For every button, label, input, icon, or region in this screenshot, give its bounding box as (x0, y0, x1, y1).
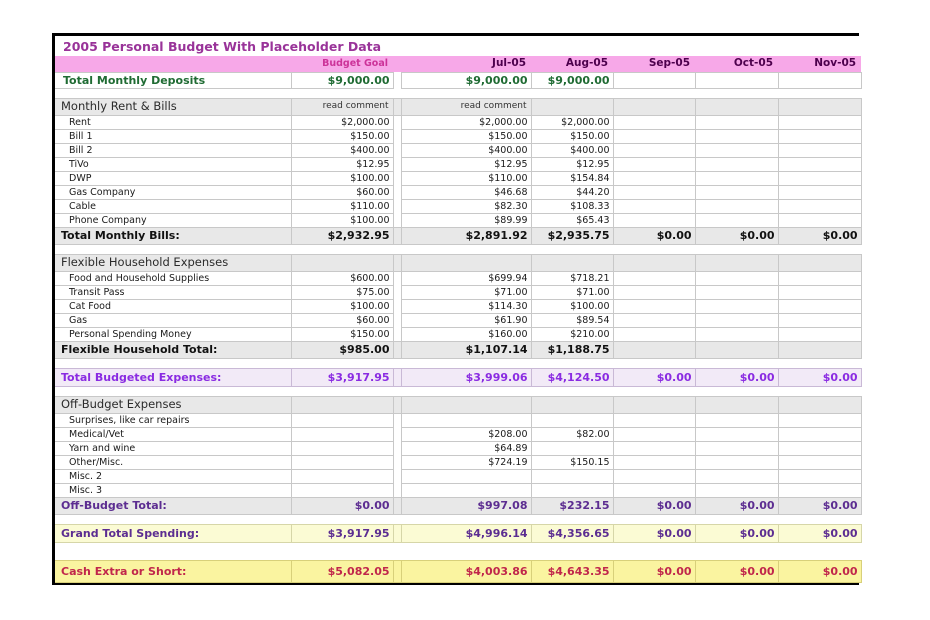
deposits-jul[interactable]: $9,000.00 (401, 72, 531, 88)
row-off-budget-total (55, 497, 861, 514)
flexible-total-oct[interactable] (695, 341, 778, 358)
table-row (55, 285, 861, 299)
table-row (55, 413, 861, 427)
cell-oct[interactable] (695, 115, 778, 129)
grand-total-nov[interactable]: $0.00 (778, 524, 861, 542)
cell-oct[interactable] (695, 313, 778, 327)
total-bills-aug[interactable]: $2,935.75 (531, 227, 613, 244)
cell-jul[interactable]: $724.19 (401, 455, 531, 469)
cash-budget-goal[interactable]: $5,082.05 (291, 560, 393, 582)
cell-jul[interactable] (401, 413, 531, 427)
cell-jul[interactable]: $160.00 (401, 327, 531, 341)
cell-oct[interactable] (695, 143, 778, 157)
cell-aug[interactable]: $89.54 (531, 313, 613, 327)
off-budget-head-oct (695, 396, 778, 413)
cell-budget-goal[interactable]: $75.00 (291, 285, 393, 299)
cell-aug[interactable] (531, 483, 613, 497)
cell-nov[interactable] (778, 299, 861, 313)
header-sep[interactable]: Sep-05 (613, 56, 695, 72)
cash-nov[interactable]: $0.00 (778, 560, 861, 582)
cell-jul[interactable]: $89.99 (401, 213, 531, 227)
cash-aug[interactable]: $4,643.35 (531, 560, 613, 582)
cell-sep[interactable] (613, 285, 695, 299)
cell-budget-goal[interactable]: $2,000.00 (291, 115, 393, 129)
table-row (55, 143, 861, 157)
header-budget-goal[interactable]: Budget Goal (291, 56, 393, 72)
row-label: Phone Company (55, 213, 291, 227)
row-label: Surprises, like car repairs (55, 413, 291, 427)
spacer-row (55, 386, 861, 396)
spacer-row (55, 542, 861, 552)
total-bills-oct[interactable]: $0.00 (695, 227, 778, 244)
row-cash-extra-or-short (55, 560, 861, 582)
row-label: DWP (55, 171, 291, 185)
cell-oct[interactable] (695, 455, 778, 469)
cell-aug[interactable] (531, 441, 613, 455)
cell-nov[interactable] (778, 143, 861, 157)
table-row (55, 213, 861, 227)
off-budget-head-sep (613, 396, 695, 413)
title-row (55, 36, 861, 56)
spacer-row (55, 514, 861, 524)
cell-sep[interactable] (613, 115, 695, 129)
total-bills-sep[interactable]: $0.00 (613, 227, 695, 244)
cell-budget-goal[interactable]: $110.00 (291, 199, 393, 213)
flexible-head-oct (695, 254, 778, 271)
deposits-sep[interactable] (613, 72, 695, 88)
table-row (55, 327, 861, 341)
cell-sep[interactable] (613, 171, 695, 185)
cell-aug[interactable] (531, 469, 613, 483)
row-label: Gas Company (55, 185, 291, 199)
cell-budget-goal[interactable]: $600.00 (291, 271, 393, 285)
table-row (55, 157, 861, 171)
grand-total-oct[interactable]: $0.00 (695, 524, 778, 542)
flexible-total-aug[interactable]: $1,188.75 (531, 341, 613, 358)
cell-sep[interactable] (613, 129, 695, 143)
cell-jul[interactable]: $114.30 (401, 299, 531, 313)
cell-jul[interactable] (401, 483, 531, 497)
cell-nov[interactable] (778, 483, 861, 497)
total-bills-budget-goal[interactable]: $2,932.95 (291, 227, 393, 244)
row-label: Other/Misc. (55, 455, 291, 469)
cell-jul[interactable]: $208.00 (401, 427, 531, 441)
row-label: Bill 1 (55, 129, 291, 143)
table-row (55, 171, 861, 185)
cell-budget-goal[interactable] (291, 441, 393, 455)
cell-aug[interactable] (531, 413, 613, 427)
spacer-row (55, 358, 861, 368)
cell-jul[interactable]: $71.00 (401, 285, 531, 299)
row-label: Medical/Vet (55, 427, 291, 441)
grand-total-jul[interactable]: $4,996.14 (401, 524, 531, 542)
budget-table (55, 36, 862, 583)
cell-aug[interactable]: $71.00 (531, 285, 613, 299)
cell-nov[interactable] (778, 129, 861, 143)
deposits-label: Total Monthly Deposits (55, 72, 291, 88)
row-label: Cat Food (55, 299, 291, 313)
cell-aug[interactable]: $150.15 (531, 455, 613, 469)
off-budget-total-jul[interactable]: $997.08 (401, 497, 531, 514)
cell-oct[interactable] (695, 129, 778, 143)
table-row (55, 185, 861, 199)
off-budget-head-nov (778, 396, 861, 413)
cell-aug[interactable]: $12.95 (531, 157, 613, 171)
flexible-total-label: Flexible Household Total: (55, 341, 291, 358)
section-header-flexible-household (55, 254, 861, 271)
rent-bills-head-sep (613, 98, 695, 115)
cell-aug[interactable]: $44.20 (531, 185, 613, 199)
total-bills-label: Total Monthly Bills: (55, 227, 291, 244)
table-row (55, 271, 861, 285)
cell-oct[interactable] (695, 299, 778, 313)
cell-oct[interactable] (695, 171, 778, 185)
grand-total-label: Grand Total Spending: (55, 524, 291, 542)
cell-nov[interactable] (778, 213, 861, 227)
section-title-off-budget: Off-Budget Expenses (55, 396, 291, 413)
table-row (55, 469, 861, 483)
table-row (55, 299, 861, 313)
budgeted-aug[interactable]: $4,124.50 (531, 368, 613, 386)
header-aug[interactable]: Aug-05 (531, 56, 613, 72)
cell-budget-goal[interactable] (291, 469, 393, 483)
off-budget-head-jul (401, 396, 531, 413)
off-budget-head-goal (291, 396, 393, 413)
cell-aug[interactable]: $65.43 (531, 213, 613, 227)
deposits-nov[interactable] (778, 72, 861, 88)
cell-aug[interactable]: $718.21 (531, 271, 613, 285)
column-header-row (55, 56, 861, 72)
rent-bills-head-nov (778, 98, 861, 115)
cell-oct[interactable] (695, 185, 778, 199)
cell-budget-goal[interactable]: $150.00 (291, 327, 393, 341)
cell-budget-goal[interactable]: $400.00 (291, 143, 393, 157)
budgeted-nov[interactable]: $0.00 (778, 368, 861, 386)
row-label: Personal Spending Money (55, 327, 291, 341)
table-row (55, 427, 861, 441)
deposits-aug[interactable]: $9,000.00 (531, 72, 613, 88)
cell-aug[interactable]: $150.00 (531, 129, 613, 143)
row-label: Cable (55, 199, 291, 213)
cell-sep[interactable] (613, 143, 695, 157)
cell-oct[interactable] (695, 199, 778, 213)
off-budget-total-aug[interactable]: $232.15 (531, 497, 613, 514)
cell-jul[interactable]: $64.89 (401, 441, 531, 455)
cell-aug[interactable]: $100.00 (531, 299, 613, 313)
cash-jul[interactable]: $4,003.86 (401, 560, 531, 582)
deposits-budget-goal[interactable]: $9,000.00 (291, 72, 393, 88)
cell-oct[interactable] (695, 441, 778, 455)
cell-sep[interactable] (613, 185, 695, 199)
cell-aug[interactable]: $154.84 (531, 171, 613, 185)
flexible-total-budget-goal[interactable]: $985.00 (291, 341, 393, 358)
cell-oct[interactable] (695, 213, 778, 227)
rent-bills-head-aug (531, 98, 613, 115)
cash-label: Cash Extra or Short: (55, 560, 291, 582)
cell-sep[interactable] (613, 413, 695, 427)
cell-budget-goal[interactable]: $150.00 (291, 129, 393, 143)
row-label: Yarn and wine (55, 441, 291, 455)
section-title-flexible: Flexible Household Expenses (55, 254, 291, 271)
flexible-total-nov[interactable] (778, 341, 861, 358)
cell-budget-goal[interactable]: $100.00 (291, 299, 393, 313)
cell-nov[interactable] (778, 185, 861, 199)
off-budget-total-oct[interactable]: $0.00 (695, 497, 778, 514)
cell-budget-goal[interactable] (291, 455, 393, 469)
row-total-monthly-deposits (55, 72, 861, 88)
off-budget-total-budget-goal[interactable]: $0.00 (291, 497, 393, 514)
budgeted-budget-goal[interactable]: $3,917.95 (291, 368, 393, 386)
header-label-cell (55, 56, 291, 72)
cell-jul[interactable]: $150.00 (401, 129, 531, 143)
off-budget-total-label: Off-Budget Total: (55, 497, 291, 514)
cell-budget-goal[interactable]: $60.00 (291, 185, 393, 199)
cell-oct[interactable] (695, 413, 778, 427)
cell-sep[interactable] (613, 441, 695, 455)
cell-nov[interactable] (778, 455, 861, 469)
flexible-total-sep[interactable] (613, 341, 695, 358)
section-title-rent-bills: Monthly Rent & Bills (55, 98, 291, 115)
table-row (55, 199, 861, 213)
cell-nov[interactable] (778, 413, 861, 427)
flexible-head-jul (401, 254, 531, 271)
cell-oct[interactable] (695, 285, 778, 299)
cell-budget-goal[interactable]: $100.00 (291, 171, 393, 185)
grand-total-sep[interactable]: $0.00 (613, 524, 695, 542)
row-total-monthly-bills (55, 227, 861, 244)
cell-jul[interactable]: $110.00 (401, 171, 531, 185)
cell-jul[interactable] (401, 469, 531, 483)
cash-sep[interactable]: $0.00 (613, 560, 695, 582)
cell-sep[interactable] (613, 313, 695, 327)
cell-jul[interactable]: $82.30 (401, 199, 531, 213)
cell-nov[interactable] (778, 327, 861, 341)
cell-sep[interactable] (613, 157, 695, 171)
cell-sep[interactable] (613, 483, 695, 497)
cell-nov[interactable] (778, 115, 861, 129)
cell-sep[interactable] (613, 455, 695, 469)
cell-aug[interactable]: $2,000.00 (531, 115, 613, 129)
cell-budget-goal[interactable]: $100.00 (291, 213, 393, 227)
flexible-head-sep (613, 254, 695, 271)
row-total-budgeted-expenses (55, 368, 861, 386)
cell-nov[interactable] (778, 441, 861, 455)
cell-oct[interactable] (695, 271, 778, 285)
spreadsheet-frame (52, 33, 859, 585)
cell-sep[interactable] (613, 427, 695, 441)
cell-sep[interactable] (613, 213, 695, 227)
flexible-head-nov (778, 254, 861, 271)
cell-nov[interactable] (778, 427, 861, 441)
cell-oct[interactable] (695, 157, 778, 171)
table-row (55, 455, 861, 469)
cell-budget-goal[interactable]: $12.95 (291, 157, 393, 171)
rent-bills-head-oct (695, 98, 778, 115)
cell-nov[interactable] (778, 199, 861, 213)
cell-jul[interactable]: $400.00 (401, 143, 531, 157)
budgeted-sep[interactable]: $0.00 (613, 368, 695, 386)
flexible-head-goal (291, 254, 393, 271)
total-bills-nov[interactable]: $0.00 (778, 227, 861, 244)
cell-jul[interactable]: $12.95 (401, 157, 531, 171)
cell-budget-goal[interactable] (291, 483, 393, 497)
cell-sep[interactable] (613, 271, 695, 285)
cell-aug[interactable]: $108.33 (531, 199, 613, 213)
off-budget-head-aug (531, 396, 613, 413)
row-flexible-household-total (55, 341, 861, 358)
total-bills-jul[interactable]: $2,891.92 (401, 227, 531, 244)
cell-sep[interactable] (613, 299, 695, 313)
cell-sep[interactable] (613, 327, 695, 341)
header-oct[interactable]: Oct-05 (695, 56, 778, 72)
cell-oct[interactable] (695, 427, 778, 441)
cell-nov[interactable] (778, 271, 861, 285)
cell-jul[interactable]: $61.90 (401, 313, 531, 327)
cell-nov[interactable] (778, 171, 861, 185)
grand-total-aug[interactable]: $4,356.65 (531, 524, 613, 542)
table-row (55, 441, 861, 455)
budgeted-label: Total Budgeted Expenses: (55, 368, 291, 386)
cell-jul[interactable]: $2,000.00 (401, 115, 531, 129)
cell-sep[interactable] (613, 469, 695, 483)
cell-jul[interactable]: $46.68 (401, 185, 531, 199)
table-row (55, 129, 861, 143)
row-grand-total-spending (55, 524, 861, 542)
flexible-total-jul[interactable]: $1,107.14 (401, 341, 531, 358)
cell-nov[interactable] (778, 285, 861, 299)
budgeted-jul[interactable]: $3,999.06 (401, 368, 531, 386)
section-header-monthly-rent-bills (55, 98, 861, 115)
grand-total-budget-goal[interactable]: $3,917.95 (291, 524, 393, 542)
budgeted-oct[interactable]: $0.00 (695, 368, 778, 386)
cell-aug[interactable]: $400.00 (531, 143, 613, 157)
rent-bills-comment-jul: read comment (401, 98, 531, 115)
row-label: Misc. 3 (55, 483, 291, 497)
spacer-row (55, 88, 861, 98)
cell-aug[interactable]: $210.00 (531, 327, 613, 341)
header-nov[interactable]: Nov-05 (778, 56, 861, 72)
header-jul[interactable]: Jul-05 (401, 56, 531, 72)
header-spacer (393, 56, 401, 72)
cell-budget-goal[interactable] (291, 427, 393, 441)
row-label: Bill 2 (55, 143, 291, 157)
cash-oct[interactable]: $0.00 (695, 560, 778, 582)
cell-budget-goal[interactable]: $60.00 (291, 313, 393, 327)
row-label: Transit Pass (55, 285, 291, 299)
table-row (55, 115, 861, 129)
page-title: 2005 Personal Budget With Placeholder Data (55, 36, 861, 56)
spacer-row (55, 552, 861, 560)
cell-nov[interactable] (778, 157, 861, 171)
table-row (55, 313, 861, 327)
spacer-row (55, 244, 861, 254)
section-header-off-budget (55, 396, 861, 413)
row-label: Misc. 2 (55, 469, 291, 483)
cell-oct[interactable] (695, 483, 778, 497)
off-budget-total-nov[interactable]: $0.00 (778, 497, 861, 514)
deposits-spacer (393, 72, 401, 88)
cell-jul[interactable]: $699.94 (401, 271, 531, 285)
cell-oct[interactable] (695, 469, 778, 483)
rent-bills-comment-goal: read comment (291, 98, 393, 115)
row-label: Rent (55, 115, 291, 129)
row-label: Gas (55, 313, 291, 327)
row-label: Food and Household Supplies (55, 271, 291, 285)
cell-nov[interactable] (778, 313, 861, 327)
cell-aug[interactable]: $82.00 (531, 427, 613, 441)
row-label: TiVo (55, 157, 291, 171)
cell-budget-goal[interactable] (291, 413, 393, 427)
cell-oct[interactable] (695, 327, 778, 341)
off-budget-total-sep[interactable]: $0.00 (613, 497, 695, 514)
table-row (55, 483, 861, 497)
deposits-oct[interactable] (695, 72, 778, 88)
flexible-head-aug (531, 254, 613, 271)
cell-sep[interactable] (613, 199, 695, 213)
cell-nov[interactable] (778, 469, 861, 483)
